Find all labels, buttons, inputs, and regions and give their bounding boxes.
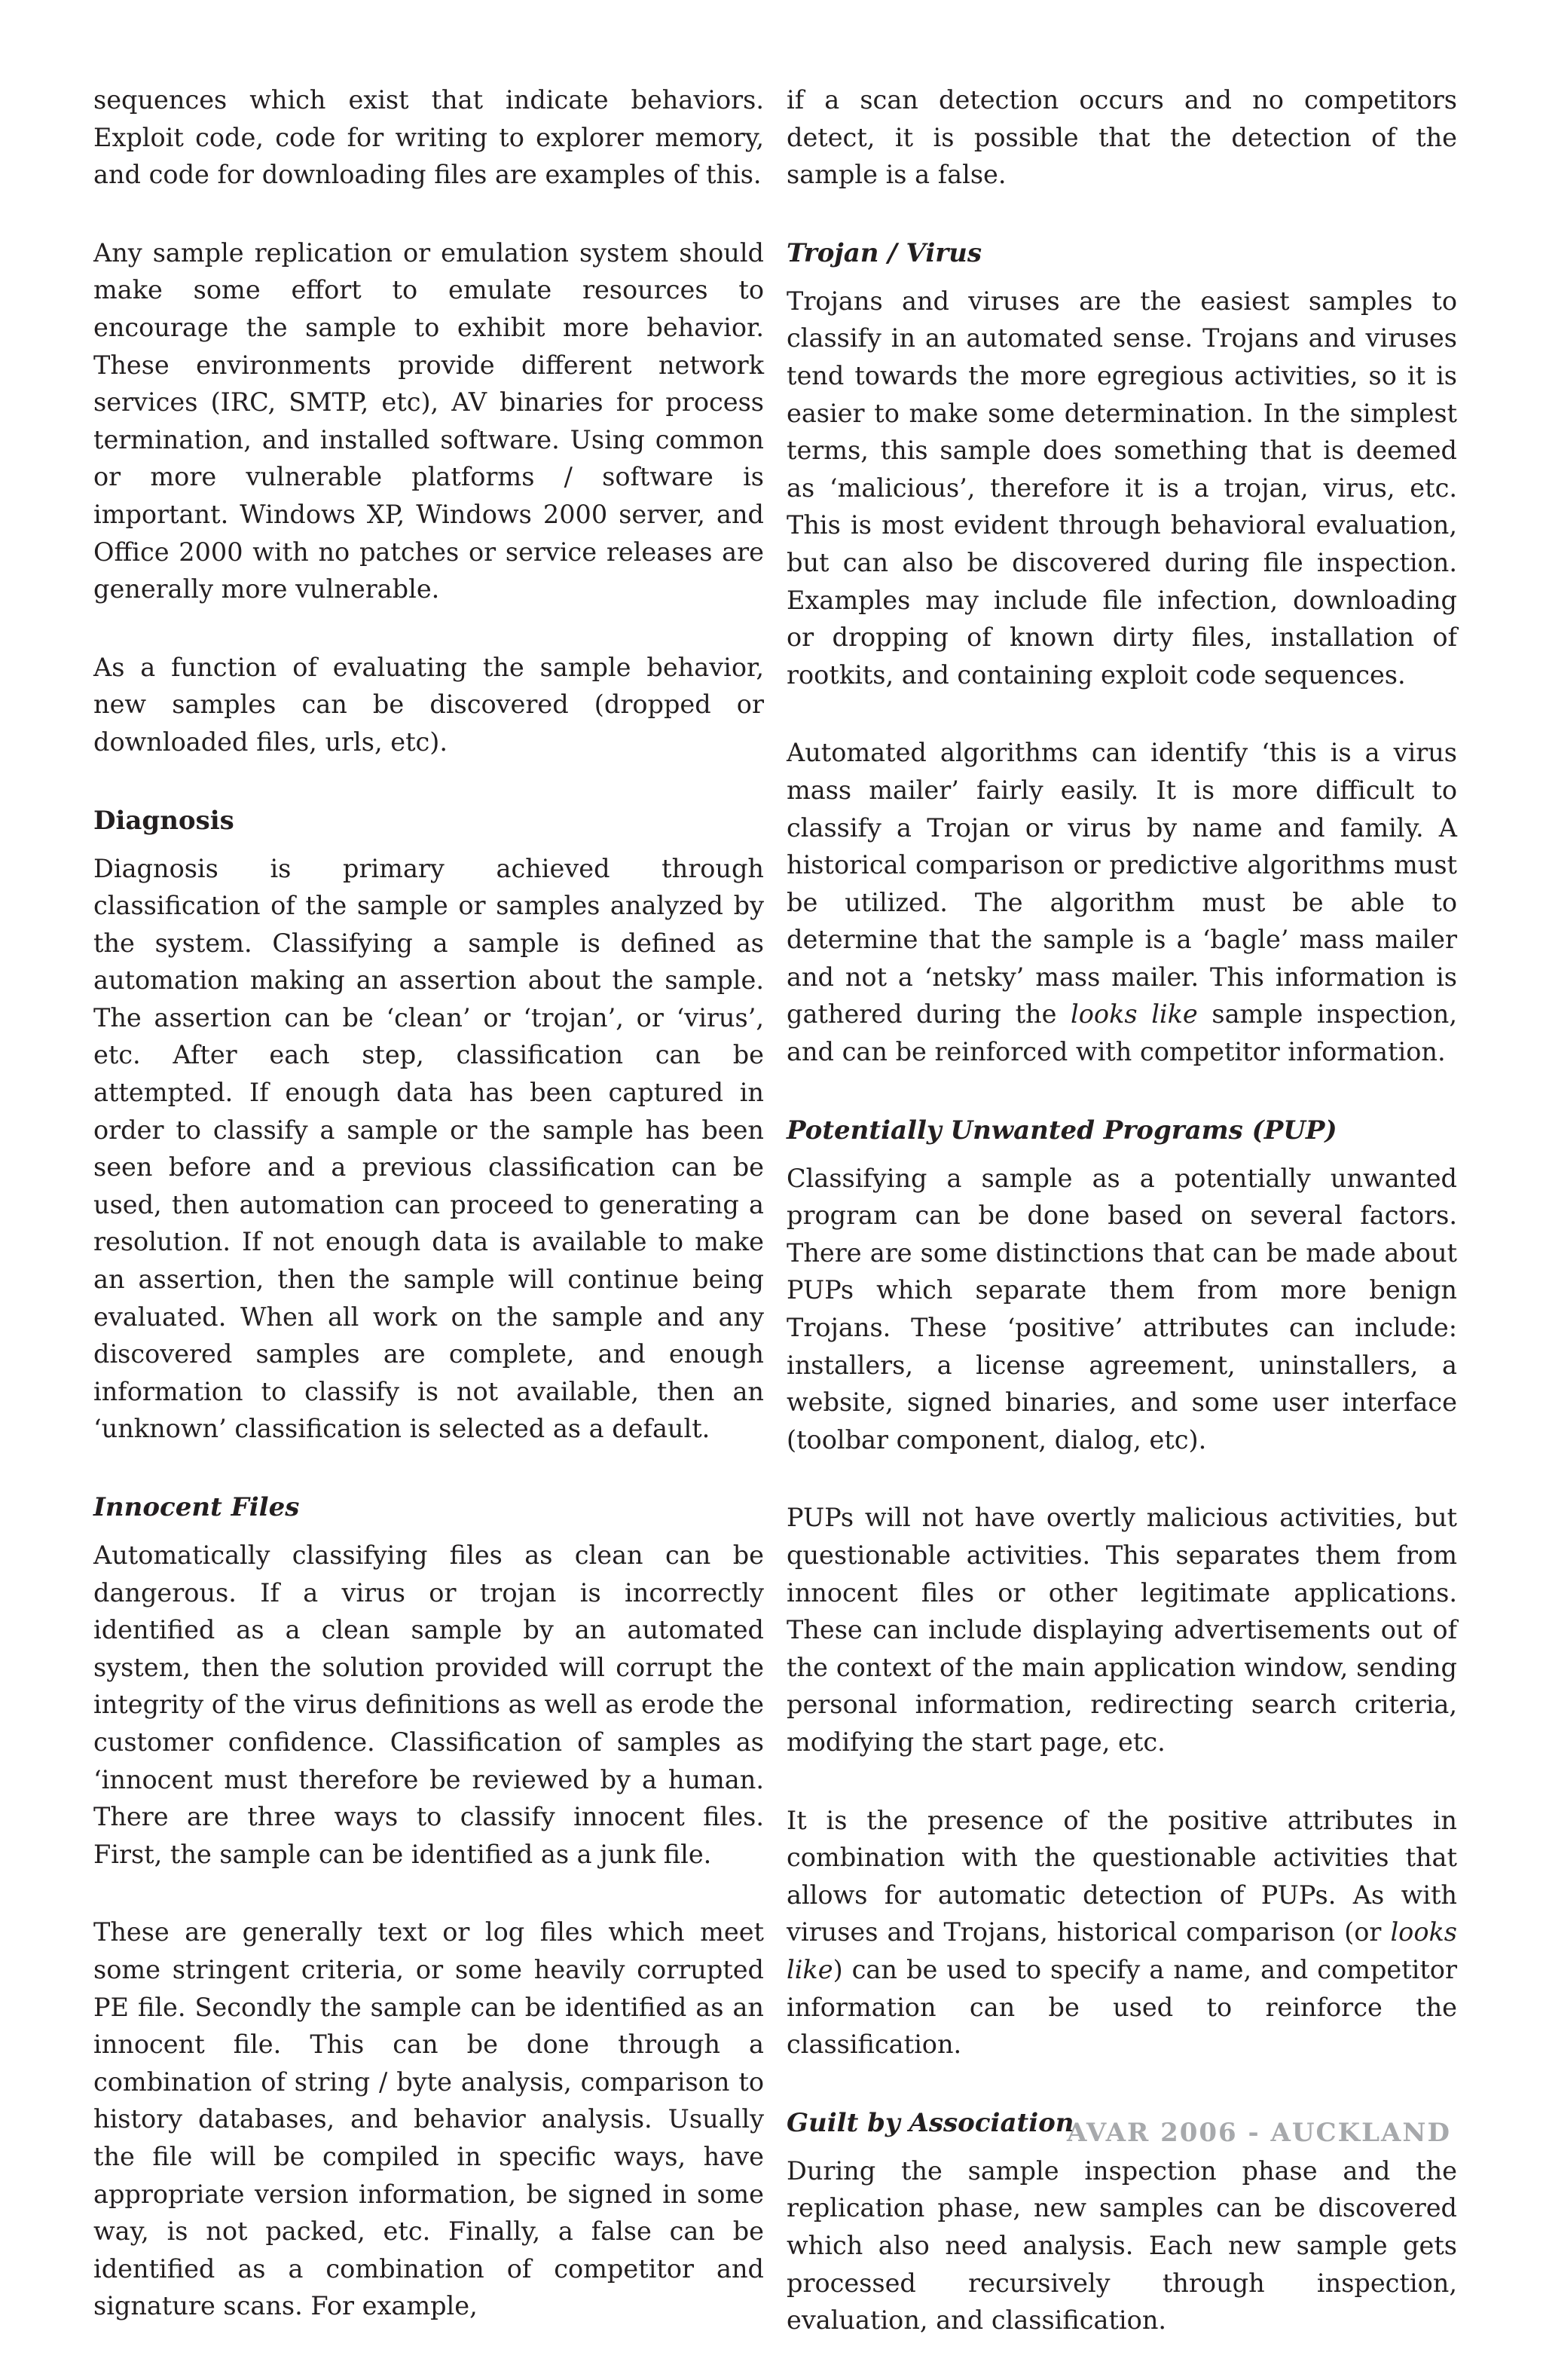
paragraph-pup-activities: PUPs will not have overtly malicious activities, but questionable activities. This separates them from innocent files or other legitimate applications. These can include displaying advertisements out of the context of the main application window, sending personal information, redirecting search criteria, modifying the start page, etc. <box>787 1503 1457 1757</box>
paragraph-junk-files: These are generally text or log files which meet some stringent criteria, or some heavily corrupted PE file. Secondly the sample can be identified as an innocent file. This can be done through a combination of string / byte analysis, comparison to history databases, and behavior analysis. Usually the file will be compiled in specific ways, have appropriate version information, be signed in some way, is not packed, etc. Finally, a false can be identified as a combination of competitor and signature scans. For example, <box>93 1917 764 2321</box>
paragraph-diagnosis: Diagnosis is primary achieved through classification of the sample or samples analyzed by the system. Classifying a sample is defined as automation making an assertion about the sample. The assertion can be ‘clean’ or ‘trojan’, or ‘virus’, etc. After each step, classification can be attempted. If enough data has been captured in order to classify a sample or the sample has been seen before and a previous classification can be used, then automation can proceed to generating a resolution. If not enough data is available to make an assertion, then the sample will continue being evaluated. When all work on the sample and any discovered samples are complete, and enough information to classify is not available, then an ‘unknown’ classification is selected as a default. <box>93 853 764 1444</box>
text-run: sample inspection, and can be reinforced with competitor information. <box>787 999 1457 1067</box>
paragraph-pup-classification: Classifying a sample as a potentially unwanted program can be done based on several factors. There are some distinctions that can be made about PUPs which separate them from more benign Trojans. These ‘positive’ attributes can include: installers, a license agreement, uninstallers, a website, signed binaries, and some user interface (toolbar component, dialog, etc). <box>787 1163 1457 1455</box>
page-footer: AVAR 2006 - AUCKLAND <box>1066 2118 1451 2148</box>
paragraph-new-samples: As a function of evaluating the sample behavior, new samples can be discovered (dropped or downloaded files, urls, etc). <box>93 652 764 757</box>
right-column <box>787 81 1457 2380</box>
paragraph-positive-attributes <box>787 1802 1457 2063</box>
heading-guilt-by-association: Guilt by Association <box>787 2107 1074 2138</box>
heading-pup: Potentially Unwanted Programs (PUP) <box>787 1115 1337 1146</box>
paragraph-innocent-files: Automatically classifying files as clean can be dangerous. If a virus or trojan is incorrectly identified as a clean sample by an automated system, then the solution provided will corrupt the integrity of the virus definitions as well as erode the customer confidence. Classification of samples as ‘innocent must therefore be reviewed by a human. There are three ways to classify innocent files. First, the sample can be identified as a junk file. <box>93 1540 764 1869</box>
paragraph-behavior-sequences: sequences which exist that indicate behaviors. Exploit code, code for writing to explorer memory, and code for downloading files are examples of this. <box>93 85 764 190</box>
left-column <box>93 81 764 2366</box>
heading-diagnosis: Diagnosis <box>93 805 234 836</box>
heading-trojan-virus: Trojan / Virus <box>787 237 982 268</box>
paragraph-emulation-system: Any sample replication or emulation system should make some effort to emulate resources to encourage the sample to exhibit more behavior. These environments provide different network services (IRC, SMTP, etc), AV binaries for process termination, and installed software. Using common or more vulnerable platforms / software is important. Windows XP, Windows 2000 server, and Office 2000 with no patches or service releases are generally more vulnerable. <box>93 237 764 604</box>
text-run: It is the presence of the positive attributes in combination with the questionable activities that allows for automatic detection of PUPs. As with viruses and Trojans, historical comparison (or <box>787 1805 1457 1947</box>
paragraph-trojan-virus: Trojans and viruses are the easiest samples to classify in an automated sense. Trojans and viruses tend towards the more egregious activities, so it is easier to make some determination. In the simplest terms, this sample does something that is deemed as ‘malicious’, therefore it is a trojan, virus, etc. This is most evident through behavioral evaluation, but can also be discovered during file inspection. Examples may include file infection, downloading or dropping of known dirty files, installation of rootkits, and containing exploit code sequences. <box>787 286 1457 690</box>
emphasis-looks-like: looks like <box>1071 999 1198 1029</box>
paragraph-automated-algorithms <box>787 734 1457 1070</box>
text-run: Automated algorithms can identify ‘this is a virus mass mailer’ fairly easily. It is more difficult to classify a Trojan or virus by name and family. A historical comparison or predictive algorithms must be utilized. The algorithm must be able to determine that the sample is a ‘bagle’ mass mailer and not a ‘netsky’ mass mailer. This information is gathered during the <box>787 738 1457 1029</box>
heading-innocent-files: Innocent Files <box>93 1492 300 1522</box>
text-run: ) can be used to specify a name, and competitor information can be used to reinforce the classification. <box>787 1954 1457 2060</box>
paragraph-scan-detection: if a scan detection occurs and no competitors detect, it is possible that the detection of the sample is a false. <box>787 85 1457 190</box>
paragraph-guilt-by-association: During the sample inspection phase and the replication phase, new samples can be discovered which also need analysis. Each new sample gets processed recursively through inspection, evaluation, and classification. <box>787 2155 1457 2336</box>
emphasis-looks-like: looks like <box>787 1917 1457 1984</box>
